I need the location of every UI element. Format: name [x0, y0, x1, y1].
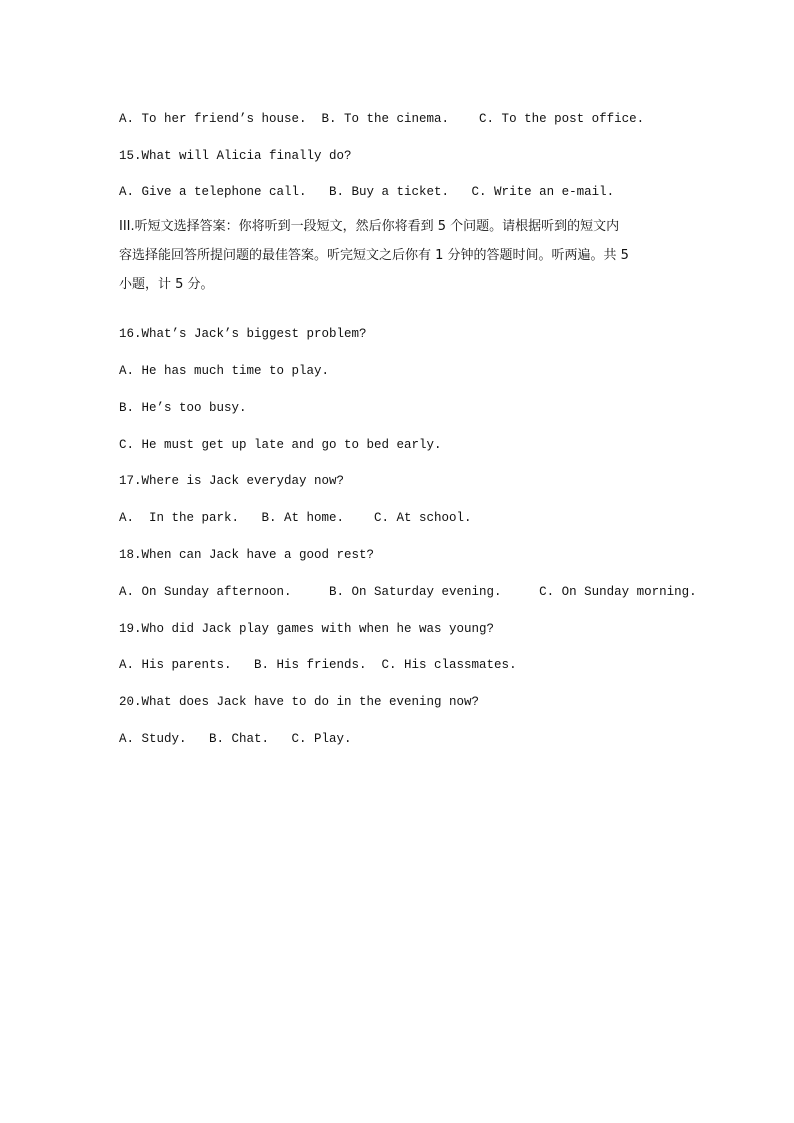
q19-question: 19.Who did Jack play games with when he was young?	[119, 622, 495, 636]
q17-question: 17.Where is Jack everyday now?	[119, 474, 345, 488]
q16-option-a: A. He has much time to play.	[119, 364, 330, 378]
q20-question: 20.What does Jack have to do in the evening now?	[119, 695, 480, 709]
q18-question: 18.When can Jack have a good rest?	[119, 548, 375, 562]
q17-options: A. In the park. B. At home. C. At school.	[119, 511, 472, 525]
section-iii-instructions-line-2: 容选择能回答所提问题的最佳答案。听完短文之后你有 1 分钟的答题时间。听两遍。共 5	[119, 248, 629, 263]
section-iii-instructions-line-1: III.听短文选择答案：你将听到一段短文，然后你将看到 5 个问题。请根据听到的短文内	[119, 219, 620, 234]
q20-options: A. Study. B. Chat. C. Play.	[119, 732, 352, 746]
q15-question: 15.What will Alicia finally do?	[119, 149, 352, 163]
section-iii-instructions-line-3: 小题，计 5 分。	[119, 277, 214, 292]
q14-options: A. To her friend’s house. B. To the cinema. C. To the post office.	[119, 112, 645, 126]
q16-question: 16.What’s Jack’s biggest problem?	[119, 327, 367, 341]
q15-options: A. Give a telephone call. B. Buy a ticket. C. Write an e-mail.	[119, 185, 615, 199]
q16-option-c: C. He must get up late and go to bed early.	[119, 438, 442, 452]
q19-options: A. His parents. B. His friends. C. His classmates.	[119, 658, 517, 672]
q18-options: A. On Sunday afternoon. B. On Saturday evening. C. On Sunday morning.	[119, 585, 697, 599]
q16-option-b: B. He’s too busy.	[119, 401, 247, 415]
